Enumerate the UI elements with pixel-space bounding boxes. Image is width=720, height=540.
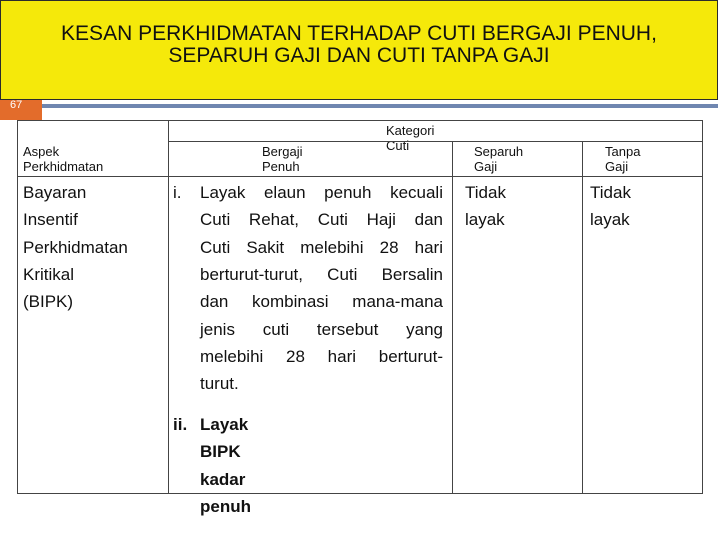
aspect-line: Kritikal (BIPK): [23, 265, 75, 312]
header-cell-tanpa: [582, 141, 703, 177]
item-1-line: melebihi 28 hari berturut-: [200, 347, 443, 366]
tanpa-gaji-value: Tidak layak: [590, 183, 631, 230]
item-2-text: Layak BIPK kadar penuh: [200, 415, 251, 516]
column-header-aspek-perkhidmatan: Aspek Perkhidmatan: [23, 144, 104, 174]
item-1-marker: i.: [173, 183, 182, 202]
column-header-tanpa-gaji: Tanpa Gaji: [605, 144, 641, 174]
separuh-gaji-value: Tidak layak: [465, 183, 506, 230]
group-header-kategori-cuti: Kategori Cuti: [386, 123, 435, 153]
aspect-line: Bayaran: [23, 183, 87, 202]
header-spacer: [17, 120, 169, 142]
group-header-cell: [168, 120, 703, 142]
accent-line: [42, 104, 718, 108]
slide-number: 67: [10, 99, 23, 111]
item-1-line: Cuti Rehat, Cuti Haji dan: [200, 210, 443, 229]
item-1-line: Cuti Sakit melebihi 28 hari: [200, 238, 443, 257]
item-1-line: jenis cuti tersebut yang: [200, 320, 443, 339]
slide-title-bar: [0, 0, 718, 100]
item-1-line: Layak elaun penuh kecuali: [200, 183, 443, 202]
item-1-line: berturut-turut, Cuti Bersalin: [200, 265, 443, 284]
column-header-separuh-gaji: Separuh Gaji: [474, 144, 524, 174]
slide-title: KESAN PERKHIDMATAN TERHADAP CUTI BERGAJI PENUH, SEPARUH GAJI DAN CUTI TANPA GAJI: [61, 22, 657, 67]
item-1-line: dan kombinasi mana-mana: [200, 292, 443, 311]
item-2-marker: ii.: [173, 415, 188, 434]
header-cell-bergaji: [168, 141, 453, 177]
column-header-bergaji-penuh: Bergaji Penuh: [262, 144, 303, 174]
aspect-line: Insentif: [23, 210, 78, 229]
item-1-line: turut.: [200, 374, 239, 393]
aspect-line: Perkhidmatan: [23, 238, 128, 257]
